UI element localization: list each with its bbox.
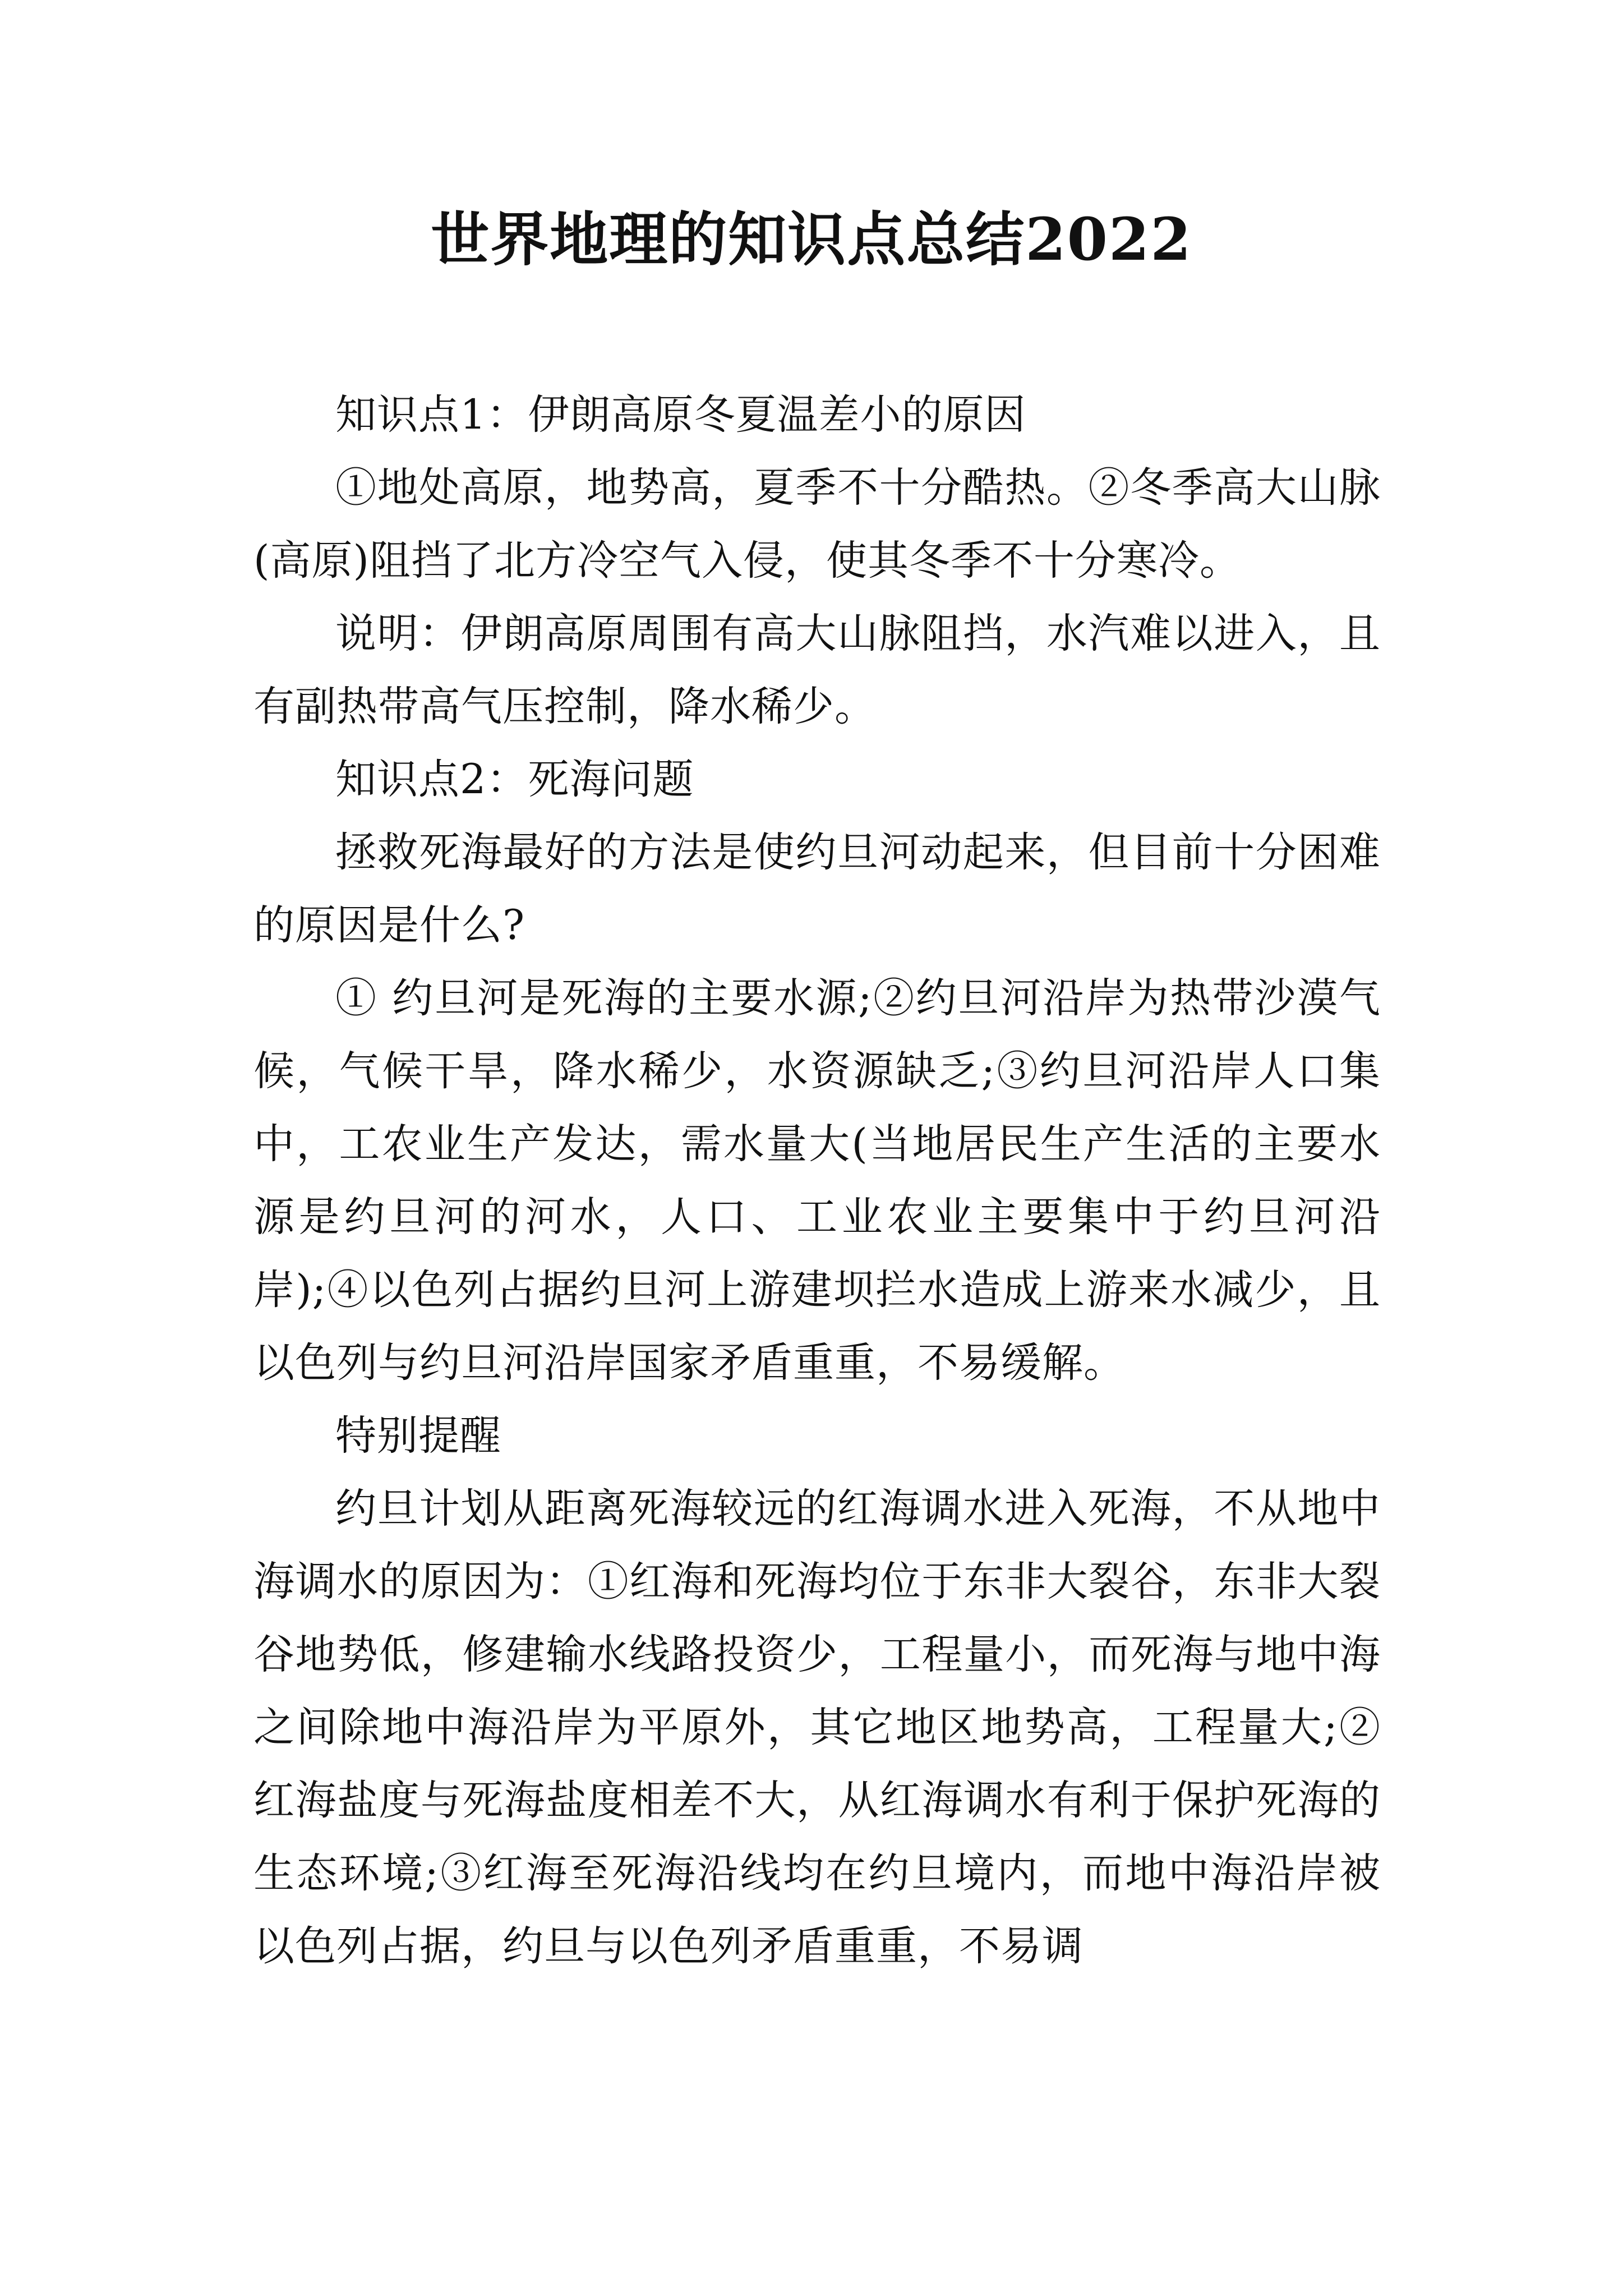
paragraph-dead-sea-question: 拯救死海最好的方法是使约旦河动起来，但目前十分困难的原因是什么? [253, 829, 1381, 949]
section-heading-1: 知识点1：伊朗高原冬夏温差小的原因 [335, 391, 1026, 439]
document-title: 世界地理的知识点总结2022 [431, 205, 1192, 274]
paragraph-dead-sea-answer: ① 约旦河是死海的主要水源;②约旦河沿岸为热带沙漠气候，气候干旱，降水稀少，水资源缺乏;③约旦河沿岸人口集中，工农业生产发达，需水量大(当地居民生产生活的主要水源是约旦河的河水，人口、工业农业主要集中于约旦河沿岸);④以色列占据约旦河上游建坝拦水造成上游来水减少，且以色列与约旦河沿岸国家矛盾重重，不易缓解。 [253, 974, 1381, 1387]
paragraph-red-sea-diversion: 约旦计划从距离死海较远的红海调水进入死海，不从地中海调水的原因为：①红海和死海均位于东非大裂谷，东非大裂谷地势低，修建输水线路投资少，工程量小，而死海与地中海之间除地中海沿岸为平原外，其它地区地势高，工程量大;②红海盐度与死海盐度相差不大，从红海调水有利于保护死海的生态环境;③红海至死海沿线均在约旦境内，而地中海沿岸被以色列占据，约旦与以色列矛盾重重，不易调 [253, 1485, 1381, 1970]
document-body [253, 379, 1381, 1983]
paragraph-iran-note: 说明：伊朗高原周围有高大山脉阻挡，水汽难以进入，且有副热带高气压控制，降水稀少。 [253, 610, 1381, 730]
special-reminder-heading: 特别提醒 [335, 1412, 501, 1460]
paragraph-iran-reasons: ①地处高原，地势高，夏季不十分酷热。②冬季高大山脉(高原)阻挡了北方冷空气入侵，使其冬季不十分寒冷。 [253, 464, 1381, 585]
section-heading-2: 知识点2：死海问题 [335, 756, 694, 803]
